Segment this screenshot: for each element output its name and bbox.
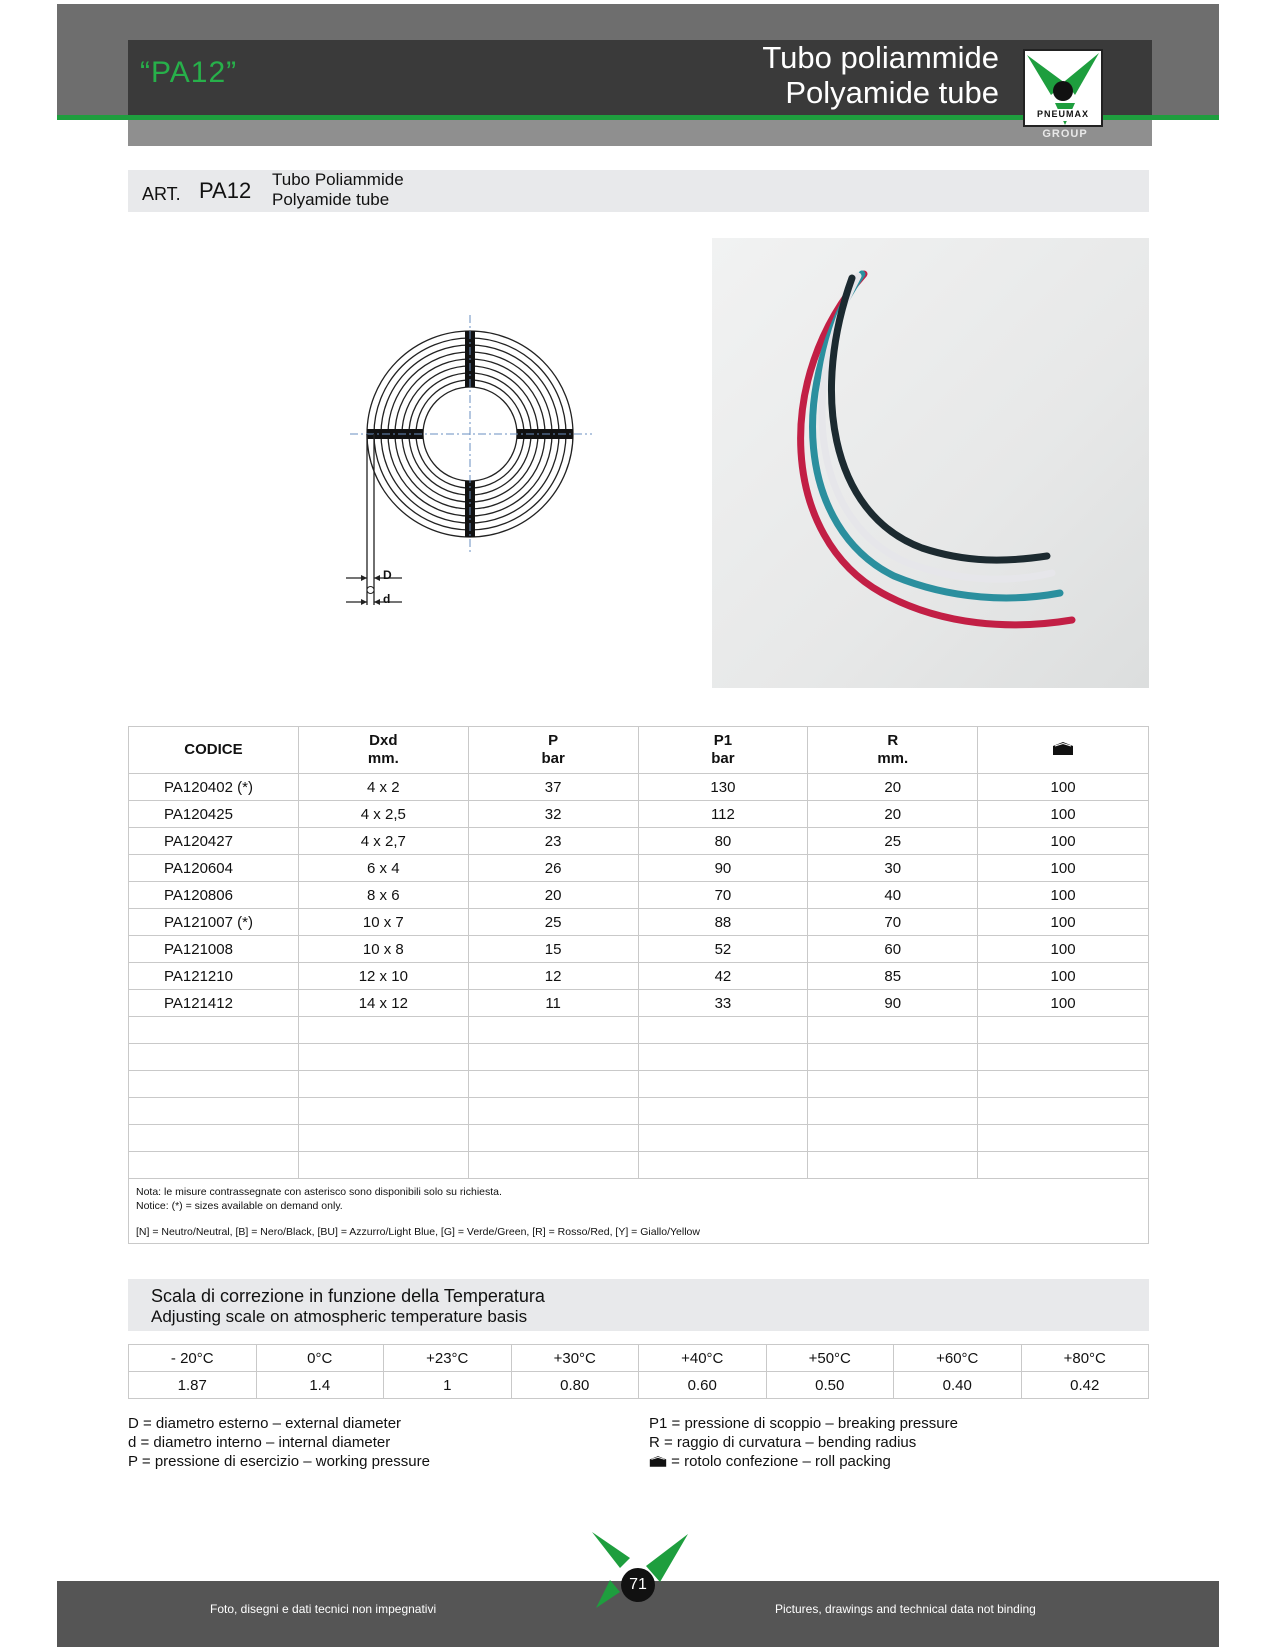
table-row-empty	[129, 1017, 1149, 1044]
table-row	[129, 882, 1149, 909]
legend-item: P1 = pressione di scoppio – breaking pressure	[649, 1415, 958, 1432]
cell-dxd: 4 x 2,7	[298, 828, 468, 855]
header-codice: CODICE	[129, 727, 299, 774]
cell-code: PA121412	[129, 990, 299, 1017]
cell-roll: 100	[978, 990, 1149, 1017]
table-notes	[129, 1179, 1149, 1244]
page-number: 71	[621, 1568, 655, 1602]
cell-r: 40	[808, 882, 978, 909]
factor-cell: 1	[384, 1372, 512, 1399]
cell-p1: 88	[638, 909, 808, 936]
cell-code: PA121210	[129, 963, 299, 990]
table-row	[129, 990, 1149, 1017]
cell-code: PA121007 (*)	[129, 909, 299, 936]
cell-roll: 100	[978, 882, 1149, 909]
cell-p: 20	[468, 882, 638, 909]
temperature-cell: +23°C	[384, 1345, 512, 1372]
factor-cell: 0.40	[894, 1372, 1022, 1399]
cell-dxd: 10 x 7	[298, 909, 468, 936]
table-row	[129, 855, 1149, 882]
temperature-cell: +40°C	[639, 1345, 767, 1372]
factor-cell: 1.87	[129, 1372, 257, 1399]
cell-r: 25	[808, 828, 978, 855]
cell-r: 20	[808, 801, 978, 828]
header-p: P bar	[468, 727, 638, 774]
cell-p1: 42	[638, 963, 808, 990]
article-code: PA12	[199, 178, 252, 203]
legend-item: D = diametro esterno – external diameter	[128, 1415, 402, 1432]
logo-text: PNEUMAX	[1036, 109, 1089, 119]
factor-row	[129, 1372, 1149, 1399]
cell-dxd: 14 x 12	[298, 990, 468, 1017]
product-photo	[712, 238, 1149, 688]
note-english: Notice: (*) = sizes available on demand only.	[136, 1200, 343, 1212]
temperature-cell: - 20°C	[129, 1345, 257, 1372]
cell-r: 20	[808, 774, 978, 801]
cell-p1: 80	[638, 828, 808, 855]
cell-roll: 100	[978, 774, 1149, 801]
temperature-cell: 0°C	[256, 1345, 384, 1372]
cell-p1: 112	[638, 801, 808, 828]
cell-p: 25	[468, 909, 638, 936]
cell-r: 60	[808, 936, 978, 963]
note-italian: Nota: le misure contrassegnate con asterisco sono disponibili solo su richiesta.	[136, 1186, 502, 1198]
cell-roll: 100	[978, 963, 1149, 990]
cell-p1: 52	[638, 936, 808, 963]
temperature-cell: +30°C	[511, 1345, 639, 1372]
header-roll-packing	[978, 727, 1149, 774]
cell-roll: 100	[978, 936, 1149, 963]
cell-p: 12	[468, 963, 638, 990]
table-header-row	[129, 727, 1149, 774]
cell-code: PA120425	[129, 801, 299, 828]
article-desc-english: Polyamide tube	[272, 190, 390, 209]
cell-p: 26	[468, 855, 638, 882]
label-inner-diameter: d	[383, 592, 391, 606]
pneumax-logo	[1023, 49, 1103, 127]
cell-p1: 70	[638, 882, 808, 909]
table-row	[129, 936, 1149, 963]
cell-p: 32	[468, 801, 638, 828]
cell-roll: 100	[978, 909, 1149, 936]
cell-dxd: 6 x 4	[298, 855, 468, 882]
cell-p1: 90	[638, 855, 808, 882]
roll-packing-icon	[1052, 740, 1074, 756]
cell-dxd: 4 x 2,5	[298, 801, 468, 828]
cell-r: 30	[808, 855, 978, 882]
legend-item: R = raggio di curvatura – bending radius	[649, 1434, 917, 1451]
cell-dxd: 10 x 8	[298, 936, 468, 963]
factor-cell: 0.80	[511, 1372, 639, 1399]
footer-text-english: Pictures, drawings and technical data not binding	[775, 1602, 1036, 1616]
cell-code: PA120427	[129, 828, 299, 855]
tubes-image	[712, 238, 1149, 688]
cell-code: PA120604	[129, 855, 299, 882]
label-outer-diameter: D	[383, 568, 392, 582]
coil-drawing	[330, 310, 600, 610]
factor-cell: 0.60	[639, 1372, 767, 1399]
temperature-cell: +80°C	[1021, 1345, 1149, 1372]
temperature-cell: +50°C	[766, 1345, 894, 1372]
roll-packing-icon	[649, 1454, 667, 1468]
legend-item: P = pressione di esercizio – working pressure	[128, 1453, 430, 1470]
cell-roll: 100	[978, 855, 1149, 882]
cell-p: 11	[468, 990, 638, 1017]
title-english: Polyamide tube	[785, 75, 999, 110]
product-table	[128, 726, 1149, 1244]
legend-left	[128, 1414, 430, 1471]
cell-code: PA120402 (*)	[129, 774, 299, 801]
cell-p1: 33	[638, 990, 808, 1017]
factor-cell: 0.50	[766, 1372, 894, 1399]
table-row	[129, 963, 1149, 990]
cell-roll: 100	[978, 828, 1149, 855]
table-row	[129, 774, 1149, 801]
table-row	[129, 801, 1149, 828]
cell-dxd: 12 x 10	[298, 963, 468, 990]
temperature-table	[128, 1344, 1149, 1399]
temperature-title-italian: Scala di correzione in funzione della Temperatura	[151, 1286, 545, 1306]
factor-cell: 1.4	[256, 1372, 384, 1399]
cell-p: 15	[468, 936, 638, 963]
table-row-empty	[129, 1098, 1149, 1125]
article-label: ART.	[142, 184, 181, 204]
table-row-empty	[129, 1125, 1149, 1152]
cell-code: PA120806	[129, 882, 299, 909]
cell-dxd: 8 x 6	[298, 882, 468, 909]
product-code-title: “PA12”	[140, 56, 238, 89]
header-p1: P1 bar	[638, 727, 808, 774]
article-desc-italian: Tubo Poliammide	[272, 170, 404, 189]
temperature-title-english: Adjusting scale on atmospheric temperature basis	[151, 1307, 528, 1326]
legend-item-roll: = rotolo confezione – roll packing	[649, 1452, 958, 1471]
table-row-empty	[129, 1071, 1149, 1098]
legend-right	[649, 1414, 958, 1471]
legend-item: d = diametro interno – internal diameter	[128, 1434, 391, 1451]
cell-code: PA121008	[129, 936, 299, 963]
logo-group-label: GROUP	[1042, 128, 1088, 140]
table-notes-row	[129, 1179, 1149, 1244]
header-strip	[128, 120, 1152, 146]
cell-r: 70	[808, 909, 978, 936]
colors-note: [N] = Neutro/Neutral, [B] = Nero/Black, [BU] = Azzurro/Light Blue, [G] = Verde/Green, [R] = Rosso/Red, [Y] = Giallo/Yellow	[136, 1226, 700, 1238]
table-row	[129, 828, 1149, 855]
factor-cell: 0.42	[1021, 1372, 1149, 1399]
title-italian: Tubo poliammide	[762, 40, 999, 75]
cell-p1: 130	[638, 774, 808, 801]
cell-roll: 100	[978, 801, 1149, 828]
cell-p: 37	[468, 774, 638, 801]
table-row	[129, 909, 1149, 936]
footer-text-italian: Foto, disegni e dati tecnici non impegnativi	[210, 1602, 437, 1616]
cell-dxd: 4 x 2	[298, 774, 468, 801]
header-dxd: Dxd mm.	[298, 727, 468, 774]
cell-r: 85	[808, 963, 978, 990]
temperature-cell: +60°C	[894, 1345, 1022, 1372]
temperature-row	[129, 1345, 1149, 1372]
cell-p: 23	[468, 828, 638, 855]
cell-r: 90	[808, 990, 978, 1017]
table-row-empty	[129, 1044, 1149, 1071]
table-row-empty	[129, 1152, 1149, 1179]
header-r: R mm.	[808, 727, 978, 774]
